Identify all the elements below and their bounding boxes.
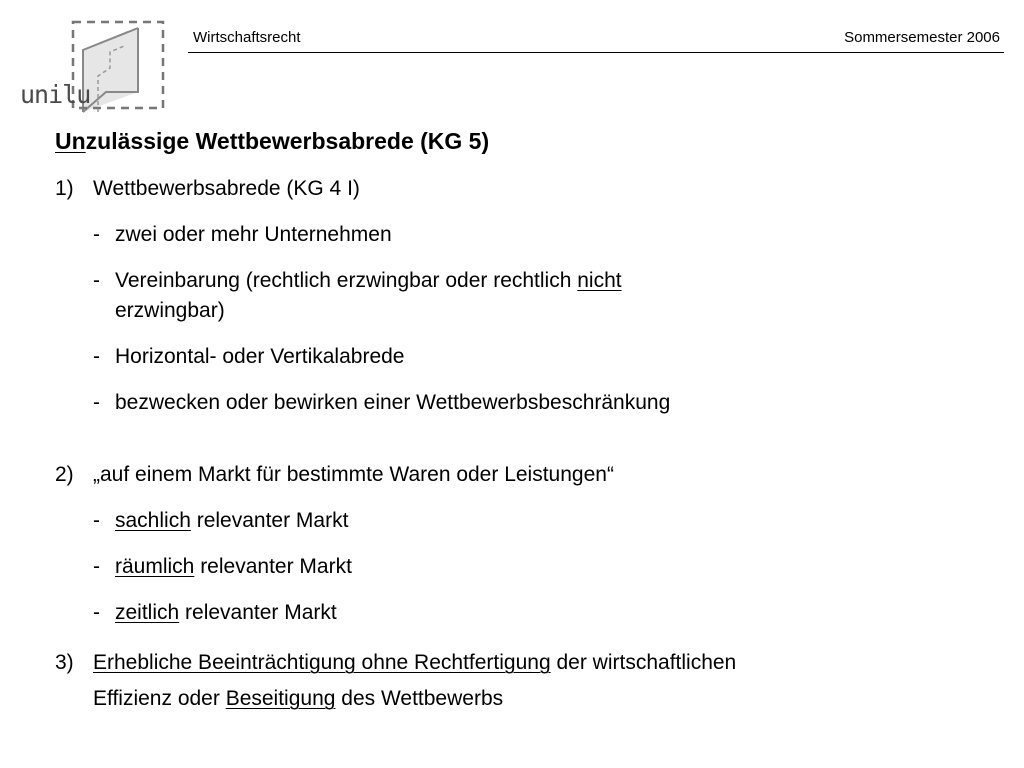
underlined-term: Erhebliche Beeinträchtigung ohne Rechtfertigung	[93, 651, 551, 674]
section-1-number: 1)	[55, 177, 74, 200]
heading-text: des Wettbewerbs	[335, 687, 504, 710]
section-3-heading-continuation	[93, 687, 503, 711]
section-2-heading: „auf einem Markt für bestimmte Waren oder Leistungen“	[93, 463, 614, 486]
list-item-text: relevanter Markt	[190, 509, 349, 532]
list-item: zwei oder mehr Unternehmen	[115, 223, 392, 246]
section-3-heading	[93, 651, 736, 675]
list-item	[115, 555, 352, 579]
underlined-term: sachlich	[115, 509, 191, 532]
header-divider	[188, 52, 1004, 53]
list-item-continuation: erzwingbar)	[115, 299, 225, 322]
section-1-heading: Wettbewerbsabrede (KG 4 I)	[93, 177, 360, 200]
section-2-number: 2)	[55, 463, 74, 486]
bullet-dash: -	[93, 391, 100, 414]
logo-text: unilu	[20, 80, 91, 109]
list-item-text: Vereinbarung (rechtlich erzwingbar oder rechtlich	[115, 269, 578, 292]
title-rest: zulässige Wettbewerbsabrede (KG 5)	[85, 128, 490, 154]
slide-title	[55, 128, 489, 155]
underlined-term: Beseitigung	[225, 687, 336, 710]
semester-label: Sommersemester 2006	[844, 29, 1000, 46]
underlined-term: nicht	[577, 269, 622, 292]
list-item	[115, 269, 622, 293]
heading-text: Effizienz oder	[93, 687, 226, 710]
bullet-dash: -	[93, 555, 100, 578]
heading-text: der wirtschaftlichen	[550, 651, 737, 674]
bullet-dash: -	[93, 345, 100, 368]
bullet-dash: -	[93, 269, 100, 292]
bullet-dash: -	[93, 223, 100, 246]
underlined-term: zeitlich	[115, 601, 180, 624]
course-title: Wirtschaftsrecht	[193, 29, 301, 46]
list-item-text: relevanter Markt	[194, 555, 352, 578]
bullet-dash: -	[93, 601, 100, 624]
list-item	[115, 509, 348, 533]
underlined-term: räumlich	[115, 555, 195, 578]
title-underlined-part: Un	[55, 128, 86, 154]
list-item: Horizontal- oder Vertikalabrede	[115, 345, 405, 368]
university-logo	[18, 18, 168, 114]
list-item: bezwecken oder bewirken einer Wettbewerbsbeschränkung	[115, 391, 671, 414]
bullet-dash: -	[93, 509, 100, 532]
list-item-text: relevanter Markt	[179, 601, 337, 624]
list-item	[115, 601, 337, 625]
section-3-number: 3)	[55, 651, 74, 674]
